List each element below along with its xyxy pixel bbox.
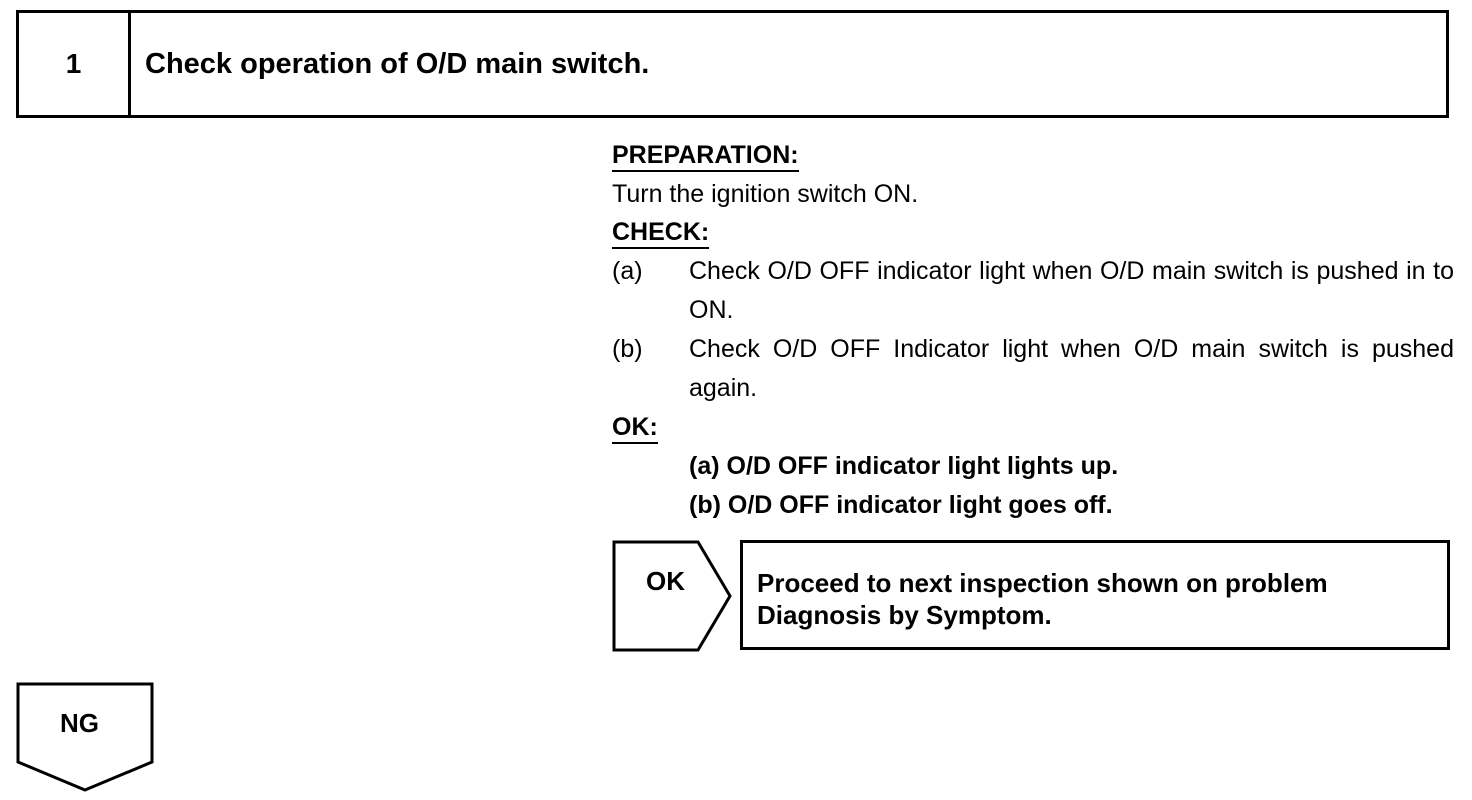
check-item-a bbox=[612, 252, 1454, 330]
preparation-text: Turn the ignition switch ON. bbox=[612, 180, 919, 208]
ok-label: OK: bbox=[612, 412, 658, 444]
step-content bbox=[612, 136, 1454, 525]
preparation-label: PREPARATION: bbox=[612, 140, 799, 172]
check-label: CHECK: bbox=[612, 217, 709, 249]
ng-arrow-label: NG bbox=[60, 708, 99, 738]
check-item-letter: (a) bbox=[612, 257, 643, 285]
ok-results bbox=[612, 447, 1454, 525]
step-header bbox=[16, 10, 1449, 118]
ok-branch bbox=[612, 540, 1452, 652]
check-item-b bbox=[612, 330, 1454, 408]
step-number: 1 bbox=[19, 13, 131, 115]
step-title: Check operation of O/D main switch. bbox=[145, 47, 650, 80]
ok-result-b: (b) O/D OFF indicator light goes off. bbox=[689, 491, 1113, 519]
ok-arrow-label: OK bbox=[646, 566, 685, 596]
ok-result-a: (a) O/D OFF indicator light lights up. bbox=[689, 452, 1119, 480]
ok-result-line-1: Proceed to next inspection shown on problem bbox=[757, 568, 1328, 598]
ok-result-line-2: Diagnosis by Symptom. bbox=[757, 600, 1052, 630]
check-item-letter: (b) bbox=[612, 335, 643, 363]
check-item-text: Check O/D OFF indicator light when O/D main switch is pushed in to ON. bbox=[689, 257, 1454, 324]
check-item-text: Check O/D OFF Indicator light when O/D main switch is pushed again. bbox=[689, 335, 1454, 402]
ok-result-box bbox=[740, 540, 1450, 650]
